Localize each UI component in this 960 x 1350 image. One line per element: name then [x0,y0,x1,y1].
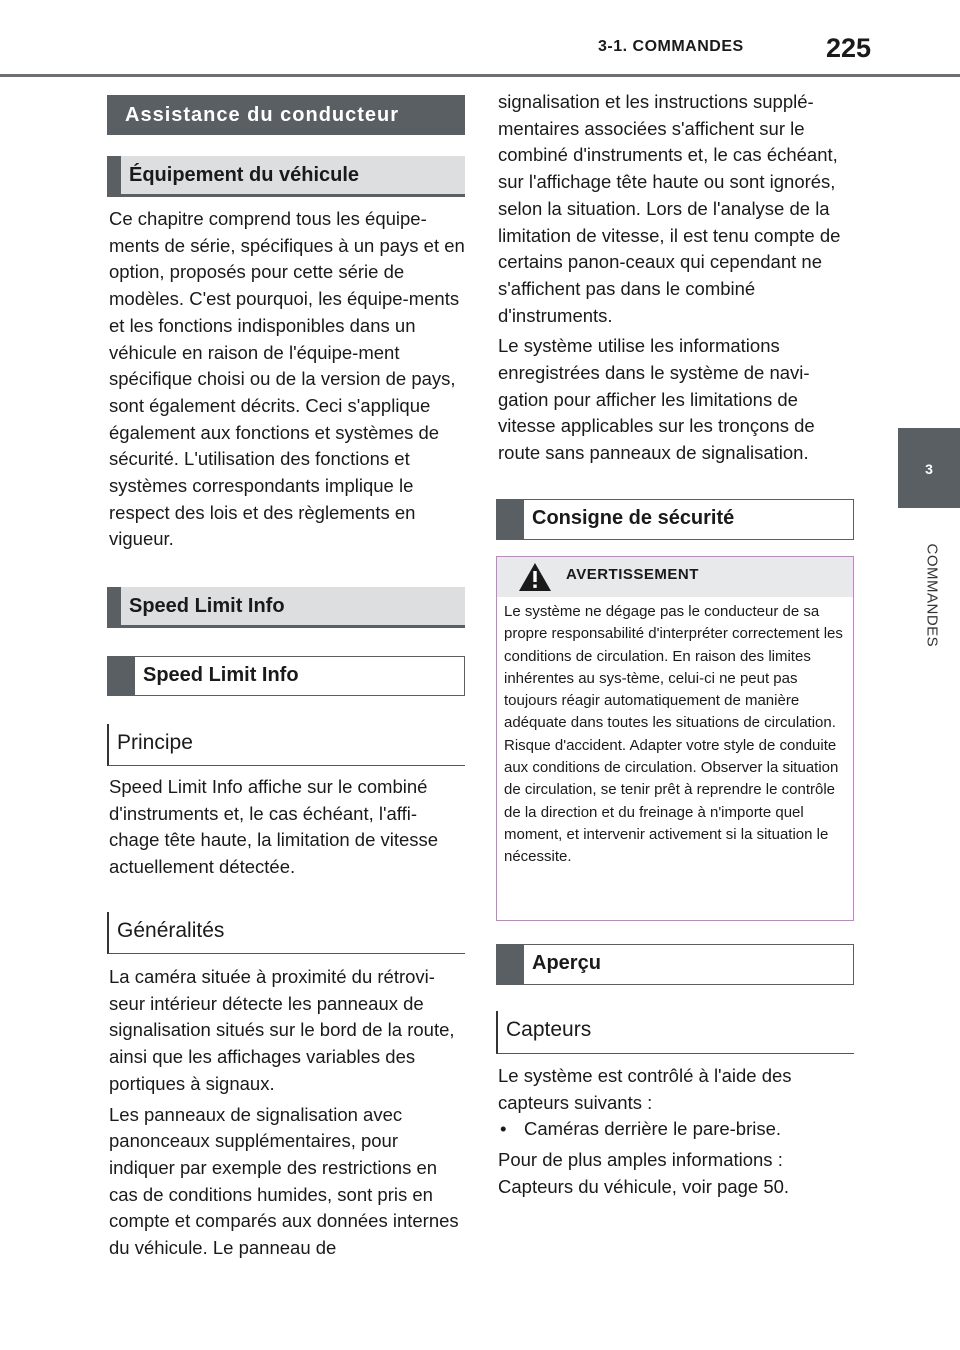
capteurs-intro: Le système est contrôlé à l'aide des capteurs suivants : [498,1065,792,1113]
capteurs-more-info: Pour de plus amples informations : Capteurs du véhicule, voir page 50. [498,1149,790,1197]
heading-principe: Principe [107,724,465,766]
heading-assistance: Assistance du conducteur [107,95,465,135]
heading-apercu: Aperçu [496,944,854,985]
continued-paragraph: signalisation et les instructions supplé-mentaires associées s'affichent sur le combiné d'instruments et, le cas échéant, sur l'affichage tête haute ou sont ignorés, selon la situation. Lors de l'analyse de la limitation de vitesse, il est tenu compte de certains panon-ceaux qui cependant ne s'affichent pas dans le combiné d'instruments. [498,91,841,326]
capteurs-section [498,1063,854,1205]
heading-capteurs: Capteurs [496,1011,854,1054]
heading-equipement: Équipement du véhicule [107,156,465,197]
generalites-paragraph-1: La caméra située à proximité du rétrovi-seur intérieur détecte les panneaux de signalisation situés sur le bord de la route, ainsi que les affichages variables des portiques à signaux. [109,966,455,1094]
equipment-paragraph: Ce chapitre comprend tous les équipe-ments de série, spécifiques à un pays et en option, proposés pour cette série de modèles. C'est pourquoi, les équipe-ments et les fonctions indisponibles dans un véhicule en raison de l'équipe-ment spécifique choisi ou de la version de pays, sont également décrits. Ceci s'applique également aux fonctions et systèmes de sécurité. L'utilisation des fonctions et systèmes correspondants implique le respect des lois et des règlements en vigueur. [109,208,465,550]
heading-speed-limit-info-section: Speed Limit Info [107,587,465,628]
heading-generalites: Généralités [107,912,465,954]
page-number: 225 [826,33,872,63]
principe-paragraph: Speed Limit Info affiche sur le combiné d'instruments et, le cas échéant, l'affi-chage tête haute, la limitation de vitesse actuellement détectée. [109,776,439,878]
heading-consigne-securite: Consigne de sécurité [496,499,854,540]
list-item: • Caméras derrière le pare-brise. [498,1116,854,1143]
section-title: 3-1. COMMANDES [598,38,744,55]
heading-speed-limit-info: Speed Limit Info [107,656,465,696]
warning-text: Le système ne dégage pas le conducteur de sa propre responsabilité d'interpréter correctement les conditions de circulation. En raison des limites inhérentes au sys-tème, celui-ci ne peut pas toujours réagir automatiquement de manière adéquate dans toutes les situations de circulation. Risque d'accident. Adapter votre style de conduite aux conditions de circulation. Observer la situation de circulation, se tenir prêt à reprendre le contrôle de la direction et du freinage à n'importe quel moment, et intervenir activement si la situation le nécessite. [504,603,843,866]
header-divider [0,74,960,77]
right-column-text [498,89,854,471]
chapter-label: COMMANDES [923,543,941,648]
chapter-number: 3 [925,461,933,477]
warning-title: AVERTISSEMENT [566,566,699,583]
navigation-paragraph: Le système utilise les informations enregistrées dans le système de navi-gation pour afficher les limitations de vitesse applicables sur les tronçons de route sans panneaux de signalisation. [498,335,815,464]
generalites-text [109,964,465,1266]
generalites-paragraph-2: Les panneaux de signalisation avec panonceaux supplémentaires, pour indiquer par exemple des restrictions en cas de conditions humides, sont pris en compte et comparés aux données internes du véhicule. Le panneau de [109,1103,459,1259]
warning-triangle-icon [517,561,553,593]
capteurs-list [498,1116,854,1143]
